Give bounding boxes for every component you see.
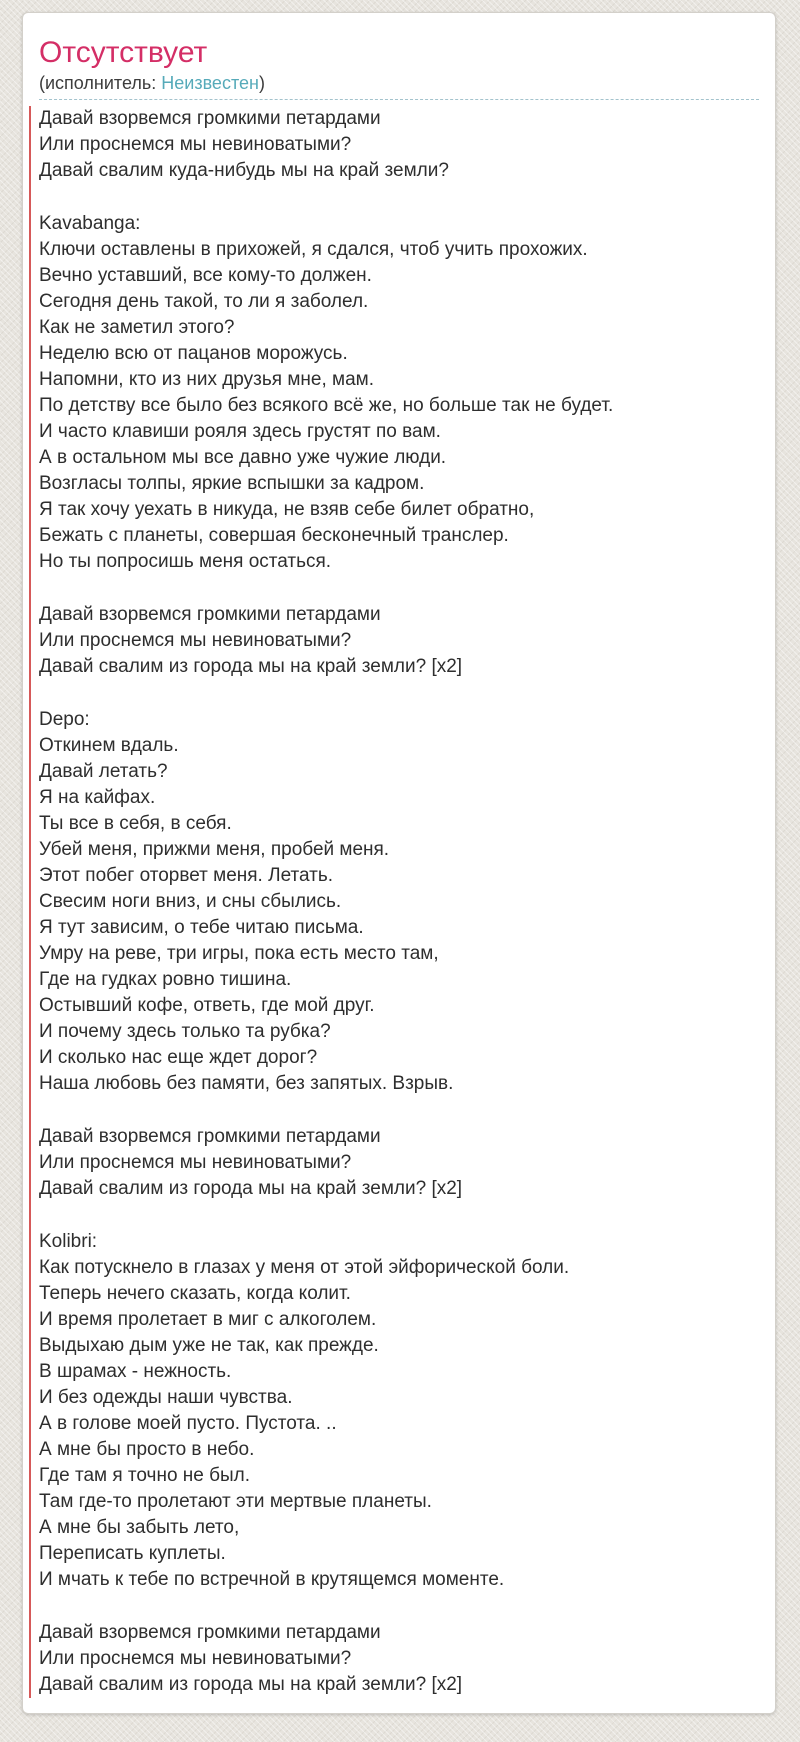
lyric-line: А в остальном мы все давно уже чужие люди. xyxy=(39,447,447,468)
lyric-line: Давай взорвемся громкими петардами xyxy=(39,1622,381,1643)
lyric-line: Как потускнело в глазах у меня от этой эйфорической боли. xyxy=(39,1257,570,1278)
stanza xyxy=(39,602,759,680)
lyric-line: Как не заметил этого? xyxy=(39,317,235,338)
lyric-line: Давай свалим из города мы на край земли? [x2] xyxy=(39,1674,463,1695)
artist-label-close: ) xyxy=(258,73,265,93)
lyric-line: И почему здесь только та рубка? xyxy=(39,1021,331,1042)
lyric-line: Где на гудках ровно тишина. xyxy=(39,969,292,990)
lyric-line: Давай летать? xyxy=(39,761,168,782)
lyric-line: Остывший кофе, ответь, где мой друг. xyxy=(39,995,375,1016)
lyric-line: Давай взорвемся громкими петардами xyxy=(39,604,381,625)
lyric-line: В шрамах - нежность. xyxy=(39,1361,232,1382)
lyric-line: И без одежды наши чувства. xyxy=(39,1387,293,1408)
lyric-line: Наша любовь без памяти, без запятых. Взрыв. xyxy=(39,1073,454,1094)
lyric-line: Неделю всю от пацанов морожусь. xyxy=(39,343,348,364)
lyric-line: А мне бы просто в небо. xyxy=(39,1439,255,1460)
lyric-line: Где там я точно не был. xyxy=(39,1465,251,1486)
lyric-line: И время пролетает в миг с алкоголем. xyxy=(39,1309,377,1330)
lyric-line: И мчать к тебе по встречной в крутящемся моменте. xyxy=(39,1569,505,1590)
lyric-line: Возгласы толпы, яркие вспышки за кадром. xyxy=(39,473,425,494)
lyric-line: А в голове моей пусто. Пустота. .. xyxy=(39,1413,337,1434)
lyric-line: Давай свалим из города мы на край земли? [x2] xyxy=(39,656,463,677)
lyric-line: Свесим ноги вниз, и сны сбылись. xyxy=(39,891,342,912)
lyric-line: Давай свалим куда-нибудь мы на край земли? xyxy=(39,160,449,181)
lyric-line: А мне бы забыть лето, xyxy=(39,1517,240,1538)
lyric-line: Переписать куплеты. xyxy=(39,1543,226,1564)
artist-label: (исполнитель: xyxy=(39,73,162,93)
lyric-line: Но ты попросишь меня остаться. xyxy=(39,551,332,572)
lyrics xyxy=(29,106,759,1698)
lyric-line: Или проснемся мы невиноватыми? xyxy=(39,630,352,651)
lyric-line: Этот побег оторвет меня. Летать. xyxy=(39,865,334,886)
lyric-line: Сегодня день такой, то ли я заболел. xyxy=(39,291,369,312)
lyric-line: Я тут зависим, о тебе читаю письма. xyxy=(39,917,364,938)
lyric-line: Теперь нечего сказать, когда колит. xyxy=(39,1283,351,1304)
lyric-line: Там где-то пролетают эти мертвые планеты. xyxy=(39,1491,432,1512)
song-title: Отсутствует xyxy=(39,36,208,69)
lyric-line: Kolibri: xyxy=(39,1231,98,1252)
lyric-line: Давай взорвемся громкими петардами xyxy=(39,1126,381,1147)
lyric-line: Давай свалим из города мы на край земли? [x2] xyxy=(39,1178,463,1199)
dashed-divider xyxy=(39,94,759,100)
lyric-line: Depo: xyxy=(39,709,90,730)
lyric-line: Kavabanga: xyxy=(39,213,141,234)
lyric-line: Или проснемся мы невиноватыми? xyxy=(39,1152,352,1173)
lyric-line: Бежать с планеты, совершая бесконечный транслер. xyxy=(39,525,509,546)
lyric-line: Выдыхаю дым уже не так, как прежде. xyxy=(39,1335,379,1356)
stanza xyxy=(39,1229,759,1593)
lyric-line: Ключи оставлены в прихожей, я сдался, чтоб учить прохожих. xyxy=(39,239,588,260)
content-card xyxy=(22,12,776,1714)
artist-line xyxy=(39,72,759,94)
lyric-line: По детству все было без всякого всё же, но больше так не будет. xyxy=(39,395,614,416)
lyric-line: Откинем вдаль. xyxy=(39,735,179,756)
lyric-line: Или проснемся мы невиноватыми? xyxy=(39,1648,352,1669)
lyric-line: Вечно уставший, все кому-то должен. xyxy=(39,265,372,286)
stanza xyxy=(39,211,759,575)
stanza xyxy=(39,707,759,1097)
lyric-line: Я так хочу уехать в никуда, не взяв себе билет обратно, xyxy=(39,499,535,520)
lyric-line: Давай взорвемся громкими петардами xyxy=(39,108,381,129)
lyric-line: Умру на реве, три игры, пока есть место там, xyxy=(39,943,439,964)
lyric-line: Убей меня, прижми меня, пробей меня. xyxy=(39,839,390,860)
stanza xyxy=(39,1124,759,1202)
stanza xyxy=(39,106,759,184)
lyric-line: Напомни, кто из них друзья мне, мам. xyxy=(39,369,374,390)
stanza xyxy=(39,1620,759,1698)
lyric-line: Я на кайфах. xyxy=(39,787,156,808)
lyric-line: И сколько нас еще ждет дорог? xyxy=(39,1047,318,1068)
lyric-line: Ты все в себя, в себя. xyxy=(39,813,232,834)
artist-link[interactable]: Неизвестен xyxy=(161,73,259,93)
lyric-line: И часто клавиши рояля здесь грустят по вам. xyxy=(39,421,441,442)
lyric-line: Или проснемся мы невиноватыми? xyxy=(39,134,352,155)
